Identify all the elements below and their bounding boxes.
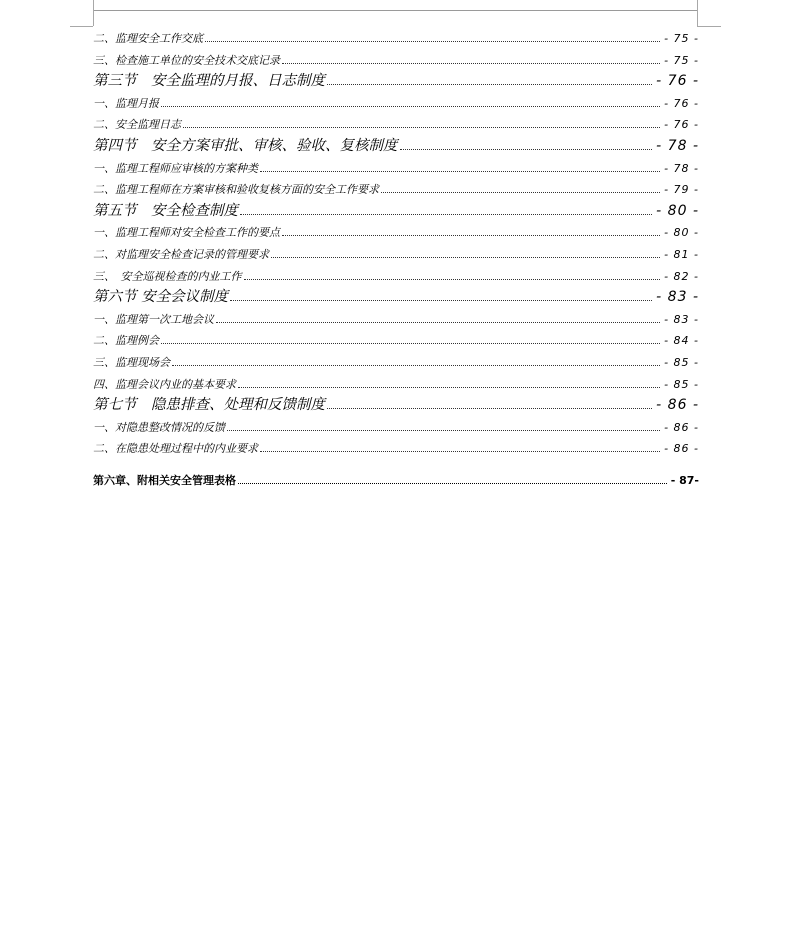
dot-leader — [205, 41, 660, 42]
toc-entry-title: 二、监理工程师在方案审核和验收复核方面的安全工作要求 — [93, 183, 379, 197]
dot-leader — [161, 106, 660, 107]
toc-entry-title: 第三节 安全监理的月报、日志制度 — [93, 73, 325, 90]
toc-entry-page: - 75 - — [664, 32, 699, 45]
toc-entry-title: 二、在隐患处理过程中的内业要求 — [93, 442, 258, 456]
toc-entry-title: 二、监理例会 — [93, 334, 159, 348]
toc-entry[interactable] — [93, 417, 699, 439]
dot-leader — [216, 322, 660, 323]
toc-entry-page: - 81 - — [664, 247, 699, 261]
toc-entry-page: - 76 - — [664, 118, 699, 132]
toc-entry-page: - 78 - — [656, 137, 699, 154]
toc-section-entry[interactable] — [93, 395, 699, 417]
toc-entry-title: 一、监理月报 — [93, 96, 159, 110]
toc-entry-title: 二、监理安全工作交底 — [93, 32, 203, 45]
table-of-contents — [93, 28, 699, 493]
toc-entry-title: 四、监理会议内业的基本要求 — [93, 377, 236, 391]
toc-section-entry[interactable] — [93, 136, 699, 158]
dot-leader — [327, 84, 652, 85]
toc-entry-title: 三、检查施工单位的安全技术交底记录 — [93, 53, 280, 67]
toc-entry-title: 第六节 安全会议制度 — [93, 289, 229, 306]
dot-leader — [400, 149, 653, 150]
dot-leader — [282, 63, 660, 64]
toc-entry-title: 一、对隐患整改情况的反馈 — [93, 420, 225, 434]
crop-mark-top-left — [70, 26, 93, 27]
toc-entry[interactable] — [93, 158, 699, 180]
toc-entry[interactable] — [93, 266, 699, 288]
dot-leader — [161, 343, 660, 344]
dot-leader — [327, 408, 652, 409]
toc-entry[interactable] — [93, 438, 699, 460]
dot-leader — [240, 214, 652, 215]
toc-section-entry[interactable] — [93, 71, 699, 93]
dot-leader — [260, 451, 660, 452]
toc-entry-page: - 86 - — [664, 420, 699, 434]
toc-entry-title: 三、监理现场会 — [93, 355, 170, 369]
toc-entry-title: 二、对监理安全检查记录的管理要求 — [93, 247, 269, 261]
dot-leader — [172, 365, 660, 366]
dot-leader — [183, 127, 660, 128]
toc-entry[interactable] — [93, 374, 699, 396]
toc-entry[interactable] — [93, 330, 699, 352]
toc-entry-page: - 86 - — [664, 442, 699, 456]
toc-entry[interactable] — [93, 352, 699, 374]
toc-chapter-page: - 87- — [670, 473, 699, 487]
header-rule — [93, 10, 697, 11]
toc-section-entry[interactable] — [93, 287, 699, 309]
toc-entry[interactable] — [93, 28, 699, 50]
toc-entry-page: - 86 - — [656, 397, 699, 414]
toc-entry[interactable] — [93, 114, 699, 136]
toc-chapter-entry[interactable] — [93, 469, 699, 493]
toc-entry-page: - 83 - — [664, 312, 699, 326]
toc-entry-title: 三、 安全巡视检查的内业工作 — [93, 269, 242, 283]
toc-entry-page: - 76 - — [664, 96, 699, 110]
toc-entry-page: - 79 - — [664, 183, 699, 197]
toc-chapter-title: 第六章、附相关安全管理表格 — [93, 473, 236, 487]
toc-entry[interactable] — [93, 179, 699, 201]
toc-entry-page: - 85 - — [664, 355, 699, 369]
toc-entry[interactable] — [93, 309, 699, 331]
crop-mark-top-right — [697, 26, 721, 27]
toc-entry-page: - 75 - — [664, 53, 699, 67]
toc-entry-title: 第四节 安全方案审批、审核、验收、复核制度 — [93, 137, 398, 154]
toc-section-entry[interactable] — [93, 201, 699, 223]
dot-leader — [238, 387, 660, 388]
toc-entry-page: - 80 - — [664, 226, 699, 240]
toc-entry-page: - 83 - — [656, 289, 699, 306]
dot-leader — [260, 171, 660, 172]
dot-leader — [271, 257, 660, 258]
dot-leader — [227, 430, 660, 431]
toc-entry-title: 一、监理工程师对安全检查工作的要点 — [93, 226, 280, 240]
toc-entry-page: - 78 - — [664, 161, 699, 175]
crop-mark-top-left — [93, 0, 94, 26]
toc-entry-page: - 76 - — [656, 73, 699, 90]
toc-entry-title: 一、监理第一次工地会议 — [93, 312, 214, 326]
toc-entry-page: - 85 - — [664, 377, 699, 391]
toc-entry[interactable] — [93, 50, 699, 72]
toc-entry[interactable] — [93, 244, 699, 266]
toc-entry-title: 第五节 安全检查制度 — [93, 202, 238, 219]
dot-leader — [244, 279, 661, 280]
toc-entry[interactable] — [93, 222, 699, 244]
dot-leader — [282, 235, 660, 236]
toc-entry-title: 二、安全监理日志 — [93, 118, 181, 132]
toc-entry[interactable] — [93, 93, 699, 115]
toc-entry-title: 第七节 隐患排查、处理和反馈制度 — [93, 397, 325, 414]
dot-leader — [230, 300, 652, 301]
toc-entry-page: - 82 - — [664, 269, 699, 283]
dot-leader — [238, 483, 667, 484]
toc-entry-page: - 80 - — [656, 202, 699, 219]
toc-entry-title: 一、监理工程师应审核的方案种类 — [93, 161, 258, 175]
toc-entry-page: - 84 - — [664, 334, 699, 348]
dot-leader — [381, 192, 660, 193]
crop-mark-top-right — [697, 0, 698, 26]
